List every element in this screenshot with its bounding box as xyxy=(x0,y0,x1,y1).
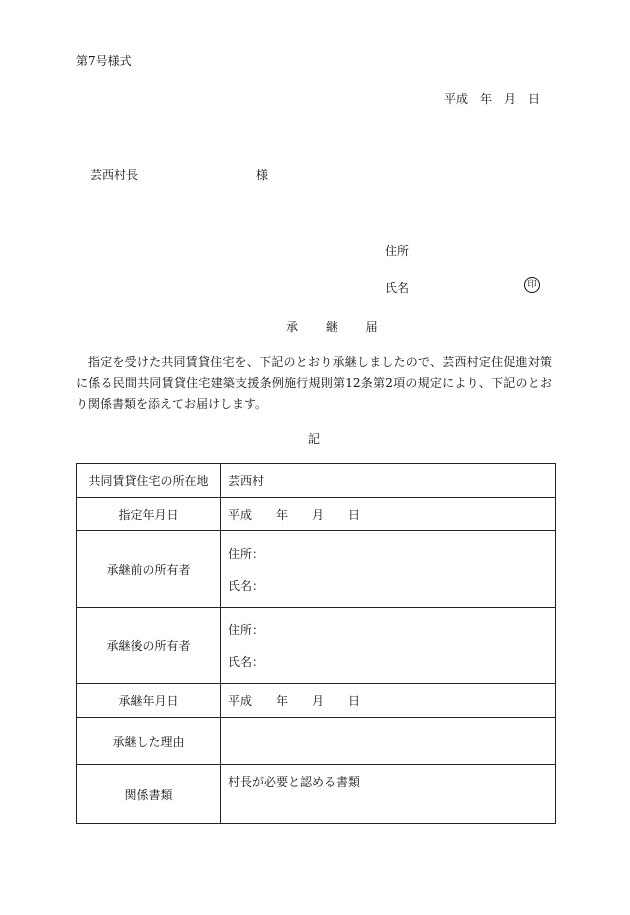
designation-date-value: 平成 年 月 日 xyxy=(221,498,556,531)
table-row xyxy=(77,765,556,824)
date-year-label: 年 xyxy=(480,92,493,106)
table-row xyxy=(77,498,556,531)
row-label: 承継した理由 xyxy=(77,718,221,765)
table-row xyxy=(77,608,556,684)
row-label: 共同賃貸住宅の所在地 xyxy=(77,464,221,498)
details-table xyxy=(76,463,556,824)
related-documents-value: 村長が必要と認める書類 xyxy=(221,765,556,824)
row-label: 承継年月日 xyxy=(77,684,221,718)
seal-icon: 印 xyxy=(524,277,540,293)
row-label: 指定年月日 xyxy=(77,498,221,531)
body-text: 指定を受けた共同賃貸住宅を、下記のとおり承継しましたので、芸西村定住促進対策に係る民間共同賃貸住宅建築支援条例施行規則第12条第2項の規定により、下記のとおり関係書類を添えてお届けします。 xyxy=(76,355,552,411)
form-number: 第7号様式 xyxy=(76,54,132,68)
row-label: 関係書類 xyxy=(77,765,221,824)
table-row xyxy=(77,718,556,765)
previous-owner-cell xyxy=(221,531,556,608)
document-title: 承 継 届 xyxy=(286,320,390,334)
table-row xyxy=(77,684,556,718)
date-month-label: 月 xyxy=(504,92,517,106)
applicant-name-label: 氏名 xyxy=(385,281,410,295)
addressee-honorific: 様 xyxy=(256,168,269,182)
previous-owner-address-label: 住所： xyxy=(228,546,265,561)
succession-reason-value xyxy=(221,718,556,765)
new-owner-cell xyxy=(221,608,556,684)
new-owner-address-label: 住所： xyxy=(228,623,265,637)
body-paragraph xyxy=(76,352,552,415)
date-day-label: 日 xyxy=(528,92,541,106)
row-label: 承継前の所有者 xyxy=(77,531,221,608)
new-owner-name-label: 氏名： xyxy=(228,655,265,669)
location-value: 芸西村 xyxy=(221,464,556,498)
submission-date xyxy=(444,90,540,107)
date-era: 平成 xyxy=(444,92,469,106)
table-row xyxy=(77,464,556,498)
table-row xyxy=(77,531,556,608)
addressee-name: 芸西村長 xyxy=(90,168,139,182)
row-label: 承継後の所有者 xyxy=(77,608,221,684)
ki-heading: 記 xyxy=(308,432,321,446)
previous-owner-name-label: 氏名： xyxy=(228,578,265,593)
applicant-address-label: 住所 xyxy=(385,244,410,258)
succession-date-value: 平成 年 月 日 xyxy=(221,684,556,718)
